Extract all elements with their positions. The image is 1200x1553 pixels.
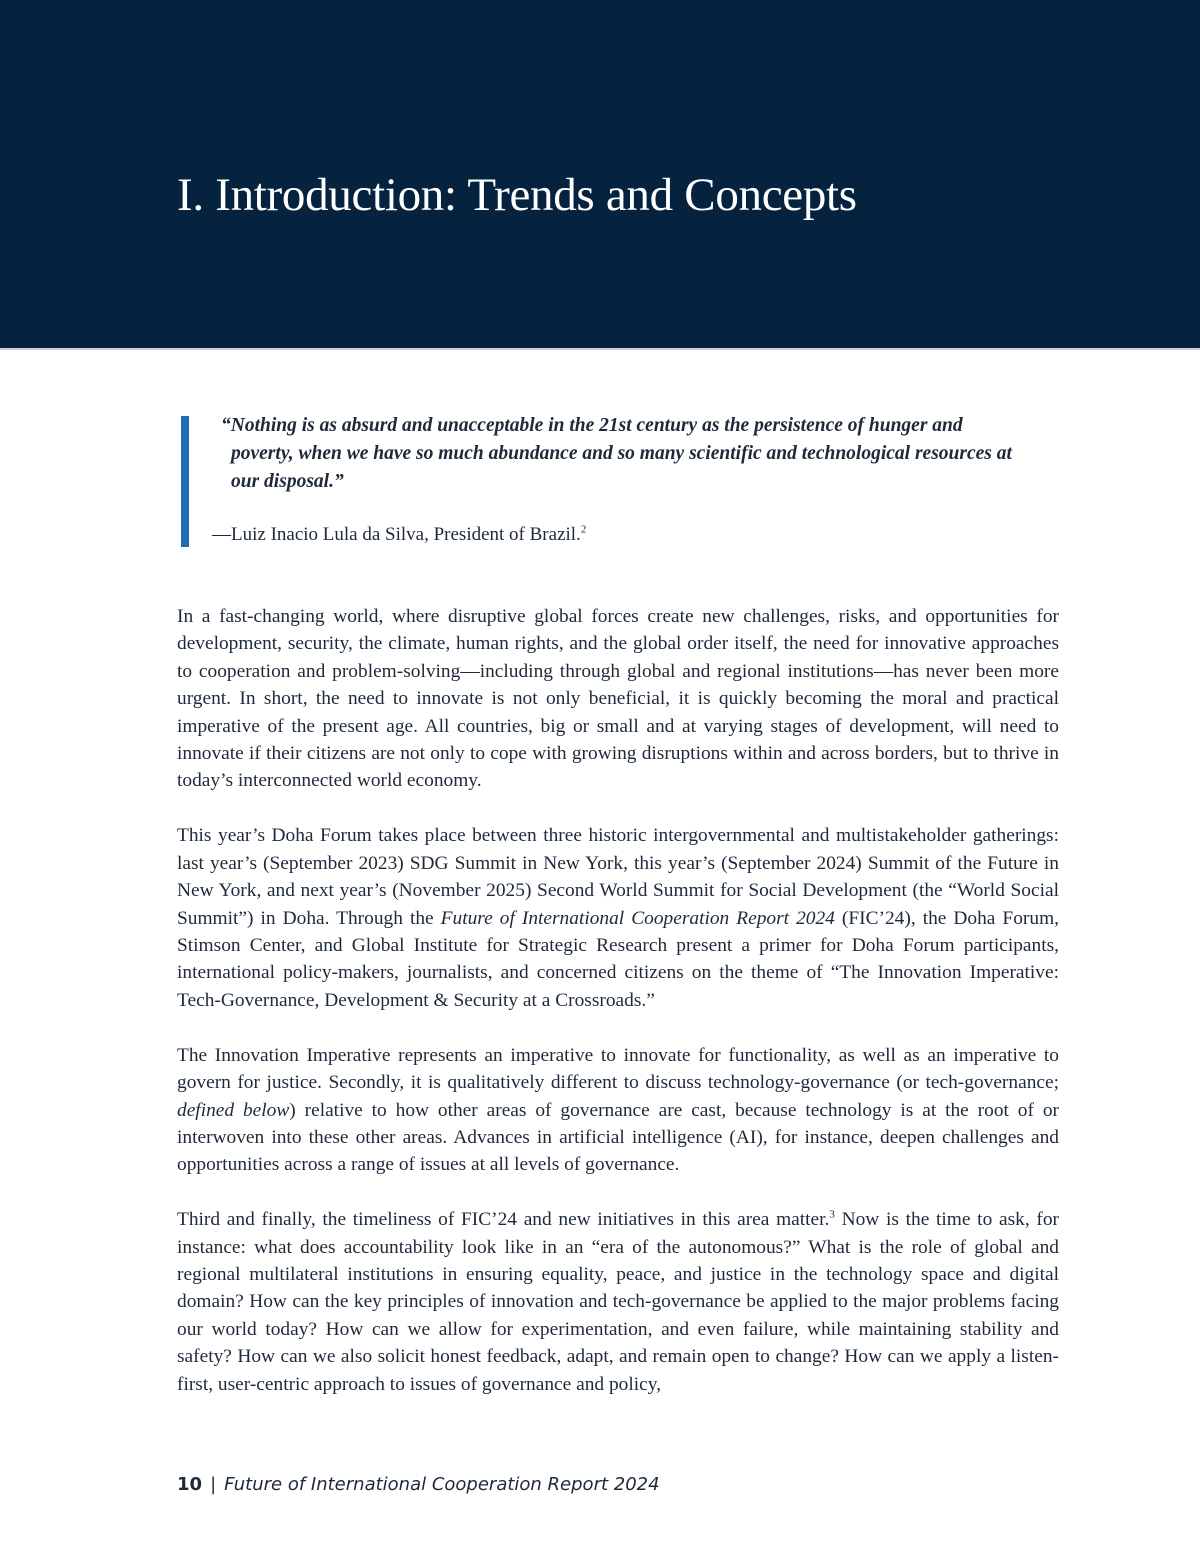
body-text	[177, 603, 1059, 1426]
paragraph-3	[177, 1042, 1059, 1179]
report-title-italic: Future of International Cooperation Report 2024	[440, 907, 835, 929]
paragraph-2	[177, 822, 1059, 1014]
paragraph-text: (FIC’24), the Doha Forum, Stimson Center, and Global Institute for Strategic Research present a primer for Doha Forum participants, international policy-makers, journalists, and concerned citizens on the theme of “The Innovation Imperative: Tech-Governance, Development & Security at a Crossroads.”	[177, 907, 1059, 1011]
chapter-header-band	[0, 0, 1200, 350]
footer-separator: |	[210, 1474, 217, 1495]
page-number: 10	[177, 1474, 203, 1495]
attribution-text: —Luiz Inacio Lula da Silva, President of Brazil.	[212, 524, 581, 545]
page-title: I. Introduction: Trends and Concepts	[177, 169, 857, 221]
page-footer	[177, 1474, 660, 1495]
paragraph-text: Third and finally, the timeliness of FIC’24 and new initiatives in this area matter.	[177, 1209, 830, 1231]
quote-text: “Nothing is as absurd and unacceptable in the 21st century as the persistence of hunger and poverty, when we have so much abundance and so many scientific and technological resources at our disposal.”	[221, 415, 1012, 492]
paragraph-text: Now is the time to ask, for instance: what does accountability look like in an “era of the autonomous?” What is the role of global and regional multilateral institutions in ensuring equality, peace, and justice in the technology space and digital domain? How can the key principles of innovation and tech-governance be applied to the major problems facing our world today? How can we allow for experimentation, and even failure, while maintaining stability and safety? How can we also solicit honest feedback, adapt, and remain open to change? How can we apply a listen-first, user-centric approach to issues of governance and policy,	[177, 1209, 1059, 1395]
report-name: Future of International Cooperation Report 2024	[224, 1474, 660, 1495]
paragraph-4	[177, 1206, 1059, 1398]
paragraph-text: ) relative to how other areas of governance are cast, because technology is at the root of or interwoven into these other areas. Advances in artificial intelligence (AI), for instance, deepen challenges and opportunities across a range of issues at all levels of governance.	[177, 1099, 1059, 1176]
footnote-ref-2[interactable]: 2	[580, 523, 587, 536]
paragraph-text: This year’s Doha Forum takes place between three historic intergovernmental and multistakeholder gatherings: last year’s (September 2023) SDG Summit in New York, this year’s (September 2024) Summit of the Future in New York, and next year’s (November 2025) Second World Summit for Social Development (the “World Social Summit”) in Doha. Through the	[177, 825, 1059, 929]
paragraph-1: In a fast-changing world, where disruptive global forces create new challenges, risks, and opportunities for development, security, the climate, human rights, and the global order itself, the need for innovative approaches to cooperation and problem-solving—including through global and regional institutions—has never been more urgent. In short, the need to innovate is not only beneficial, it is quickly becoming the moral and practical imperative of the present age. All countries, big or small and at varying stages of development, will need to innovate if their citizens are not only to cope with growing disruptions within and across borders, but to thrive in today’s interconnected world economy.	[177, 606, 1059, 792]
quote-attribution	[212, 523, 586, 547]
paragraph-text: The Innovation Imperative represents an imperative to innovate for functionality, as well as an imperative to govern for justice. Secondly, it is qualitatively different to discuss technology-governance (or tech-governance;	[177, 1044, 1059, 1094]
quote-accent-bar	[181, 416, 189, 547]
pull-quote	[181, 412, 1011, 547]
defined-below-italic: defined below	[177, 1099, 290, 1121]
footnote-ref-3[interactable]: 3	[829, 1208, 835, 1221]
